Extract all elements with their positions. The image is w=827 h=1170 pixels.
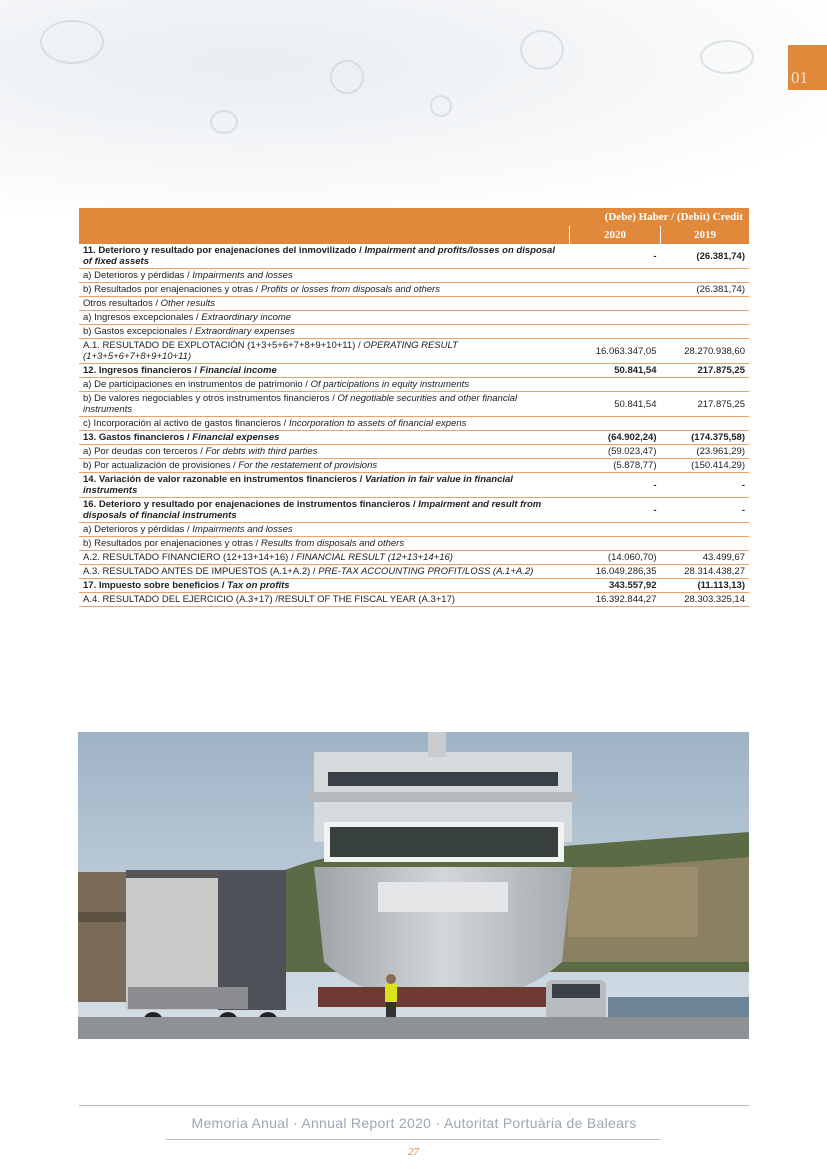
value-2020: 16.063.347,05 xyxy=(570,339,661,364)
value-2019: 28.270.938,60 xyxy=(661,339,750,364)
row-label-en: PRE-TAX ACCOUNTING PROFIT/LOSS (A.1+A.2) xyxy=(318,566,534,577)
row-label-es: b) De valores negociables y otros instrumentos financieros / xyxy=(83,393,338,404)
value-2019 xyxy=(661,417,750,431)
value-2019: - xyxy=(661,498,750,523)
row-label-es: 17. Impuesto sobre beneficios / xyxy=(83,580,228,591)
value-2019 xyxy=(661,269,750,283)
value-2019: - xyxy=(661,473,750,498)
table-years-row xyxy=(79,226,749,244)
value-2020: (59.023,47) xyxy=(570,445,661,459)
table-row xyxy=(79,392,749,417)
table-row xyxy=(79,565,749,579)
row-label-es: A.3. RESULTADO ANTES DE IMPUESTOS (A.1+A.2) / xyxy=(83,566,319,577)
value-2019: (26.381,74) xyxy=(661,244,750,269)
row-label xyxy=(79,565,570,579)
row-label-es: 11. Deterioro y resultado por enajenaciones del inmovilizado / xyxy=(83,245,365,256)
value-2019: 28.303.325,14 xyxy=(661,593,750,607)
value-2019: (11.113,13) xyxy=(661,579,750,593)
row-label xyxy=(79,244,570,269)
row-label-en: Extraordinary income xyxy=(201,312,292,323)
row-label xyxy=(79,311,570,325)
row-label-es: A.1. RESULTADO DE EXPLOTACIÓN (1+3+5+6+7+8+9+10+11) / xyxy=(83,340,364,351)
row-label-en: Tax on profits xyxy=(227,580,290,591)
row-label-en: For the restatement of provisions xyxy=(238,460,378,471)
value-2019: 217.875,25 xyxy=(661,392,750,417)
row-label-es: b) Por actualización de provisiones / xyxy=(83,460,239,471)
row-label-en: Impairments and losses xyxy=(192,524,293,535)
row-label xyxy=(79,269,570,283)
row-label-es: a) Deterioros y pérdidas / xyxy=(83,270,193,281)
table-row xyxy=(79,297,749,311)
row-label-en: Financial income xyxy=(199,365,277,376)
table-row xyxy=(79,593,749,607)
row-label-en: Variation in fair value in financial instruments xyxy=(83,474,513,496)
table-row xyxy=(79,523,749,537)
row-label-en: For debts with third parties xyxy=(205,446,318,457)
row-label-es: a) De participaciones en instrumentos de patrimonio / xyxy=(83,379,311,390)
row-label xyxy=(79,523,570,537)
row-label xyxy=(79,445,570,459)
table-row xyxy=(79,473,749,498)
value-2020 xyxy=(570,378,661,392)
value-2020 xyxy=(570,283,661,297)
value-2019 xyxy=(661,325,750,339)
row-label-en: FINANCIAL RESULT (12+13+14+16) xyxy=(296,552,453,563)
value-2019 xyxy=(661,311,750,325)
row-label-en: Of participations in equity instruments xyxy=(310,379,469,390)
value-2020: - xyxy=(570,473,661,498)
table-row xyxy=(79,311,749,325)
value-2019: (23.961,29) xyxy=(661,445,750,459)
value-2019 xyxy=(661,297,750,311)
row-label xyxy=(79,537,570,551)
ferry-port-photo xyxy=(78,732,749,1039)
value-2019: (26.381,74) xyxy=(661,283,750,297)
page-number: 27 xyxy=(408,1146,419,1158)
table-header-label: (Debe) Haber / (Debit) Credit xyxy=(570,208,750,226)
table-row xyxy=(79,325,749,339)
row-label-es: 16. Deterioro y resultado por enajenaciones de instrumentos financieros / xyxy=(83,499,419,510)
value-2019 xyxy=(661,523,750,537)
row-label-es: b) Resultados por enajenaciones y otras / xyxy=(83,284,261,295)
table-row xyxy=(79,431,749,445)
row-label-es: 14. Variación de valor razonable en instrumentos financieros / xyxy=(83,474,365,485)
year-2019: 2019 xyxy=(661,226,750,244)
table-row xyxy=(79,498,749,523)
value-2020 xyxy=(570,523,661,537)
value-2020: 50.841,54 xyxy=(570,364,661,378)
row-label-es: 13. Gastos financieros / xyxy=(83,432,193,443)
table-row xyxy=(79,269,749,283)
row-label-es: c) Incorporación al activo de gastos financieros / xyxy=(83,418,289,429)
table-row xyxy=(79,378,749,392)
value-2020: 16.049.286,35 xyxy=(570,565,661,579)
row-label-en: Results from disposals and others xyxy=(260,538,405,549)
value-2019: 217.875,25 xyxy=(661,364,750,378)
footer-rule-top xyxy=(79,1105,749,1106)
value-2020: 16.392.844,27 xyxy=(570,593,661,607)
table-header-row xyxy=(79,208,749,226)
table-row xyxy=(79,551,749,565)
row-label-en: Impairment and result from disposals of financial instruments xyxy=(83,499,542,521)
value-2020: - xyxy=(570,244,661,269)
value-2020: (64.902,24) xyxy=(570,431,661,445)
row-label xyxy=(79,378,570,392)
value-2020: 50.841,54 xyxy=(570,392,661,417)
row-label xyxy=(79,498,570,523)
row-label-es: b) Gastos excepcionales / xyxy=(83,326,195,337)
header-background xyxy=(0,0,827,210)
row-label-en: Profits or losses from disposals and others xyxy=(260,284,440,295)
row-label xyxy=(79,325,570,339)
table-row xyxy=(79,339,749,364)
table-row xyxy=(79,417,749,431)
row-label-en: Impairment and profits/losses on disposal of fixed assets xyxy=(83,245,555,267)
value-2020 xyxy=(570,417,661,431)
year-2020: 2020 xyxy=(570,226,661,244)
row-label-en: Of negotiable securities and other financial instruments xyxy=(83,393,518,415)
value-2019 xyxy=(661,378,750,392)
table-row xyxy=(79,283,749,297)
row-label-es: b) Resultados por enajenaciones y otras / xyxy=(83,538,261,549)
value-2020 xyxy=(570,297,661,311)
value-2020 xyxy=(570,537,661,551)
table-row xyxy=(79,459,749,473)
value-2019: 28.314.438,27 xyxy=(661,565,750,579)
row-label xyxy=(79,392,570,417)
row-label xyxy=(79,593,570,607)
row-label xyxy=(79,551,570,565)
section-tab: 01 xyxy=(788,45,827,90)
financial-table xyxy=(79,208,749,607)
value-2020: 343.557,92 xyxy=(570,579,661,593)
value-2019: (174.375,58) xyxy=(661,431,750,445)
row-label-es: 12. Ingresos financieros / xyxy=(83,365,200,376)
value-2020 xyxy=(570,269,661,283)
row-label-es: a) Ingresos excepcionales / xyxy=(83,312,202,323)
row-label-en: Incorporation to assets of financial expens xyxy=(288,418,467,429)
value-2020 xyxy=(570,325,661,339)
table-row xyxy=(79,537,749,551)
value-2020: (5.878,77) xyxy=(570,459,661,473)
row-label xyxy=(79,431,570,445)
row-label xyxy=(79,579,570,593)
value-2019: (150.414,29) xyxy=(661,459,750,473)
row-label xyxy=(79,364,570,378)
value-2020: (14.060,70) xyxy=(570,551,661,565)
footer-text: Memoria Anual · Annual Report 2020 · Autoritat Portuària de Balears xyxy=(191,1115,637,1131)
row-label-en: OPERATING RESULT (1+3+5+6+7+8+9+10+11) xyxy=(83,340,458,362)
row-label xyxy=(79,283,570,297)
row-label-en: Other results xyxy=(160,298,216,309)
row-label-es: Otros resultados / xyxy=(83,298,161,309)
footer-rule-bottom xyxy=(166,1139,660,1140)
row-label-es: a) Deterioros y pérdidas / xyxy=(83,524,193,535)
row-label xyxy=(79,297,570,311)
row-label xyxy=(79,473,570,498)
row-label-en: Extraordinary expenses xyxy=(194,326,295,337)
row-label-es: A.4. RESULTADO DEL EJERCICIO (A.3+17) /RESULT OF THE FISCAL YEAR (A.3+17) xyxy=(83,594,456,605)
row-label-en: Financial expenses xyxy=(192,432,280,443)
row-label-es: A.2. RESULTADO FINANCIERO (12+13+14+16) / xyxy=(83,552,297,563)
table-row xyxy=(79,579,749,593)
row-label xyxy=(79,459,570,473)
row-label-en: Impairments and losses xyxy=(192,270,293,281)
value-2019: 43.499,67 xyxy=(661,551,750,565)
row-label-es: a) Por deudas con terceros / xyxy=(83,446,206,457)
value-2019 xyxy=(661,537,750,551)
table-row xyxy=(79,364,749,378)
row-label xyxy=(79,339,570,364)
table-row xyxy=(79,445,749,459)
row-label xyxy=(79,417,570,431)
value-2020: - xyxy=(570,498,661,523)
value-2020 xyxy=(570,311,661,325)
table-row xyxy=(79,244,749,269)
